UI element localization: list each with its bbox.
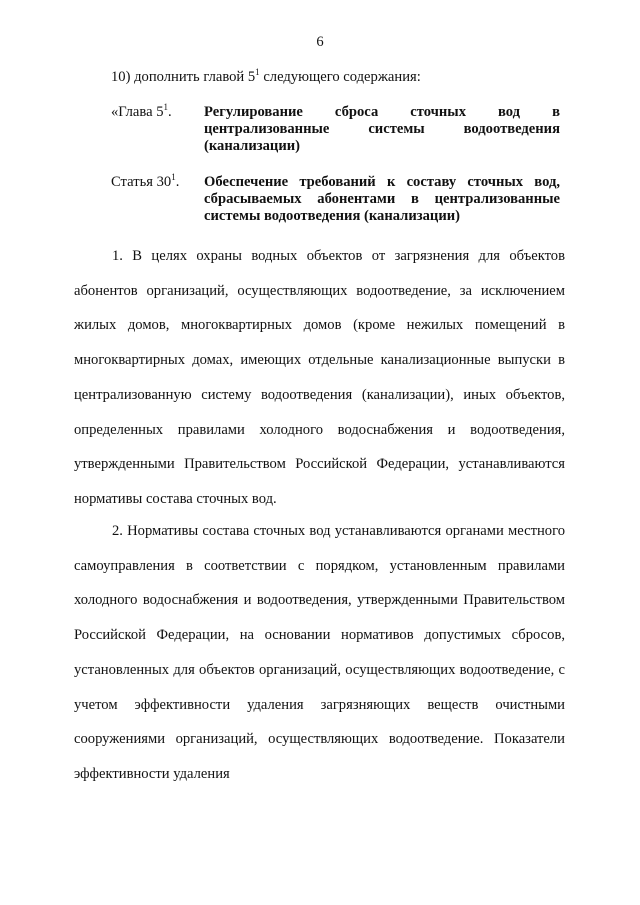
superscript: 1 — [163, 102, 169, 112]
article-heading — [111, 174, 560, 225]
chapter-label-dot: . — [168, 104, 172, 120]
paragraph-2-text: 2. Нормативы состава сточных вод устанавливаются органами местного самоуправления в соответствии с порядком, установленным правилами холодного водоснабжения и водоотведения, утвержденными Правительством Российской Федерации, на основании нормативов допустимых сбросов, установленных для объектов организаций, осуществляющих водоотведение, с учетом эффективности удаления загрязняющих веществ очистными сооружениями организаций, осуществляющих водоотведение. Показатели эффективности удаления — [74, 523, 565, 782]
chapter-label — [111, 104, 204, 155]
amendment-intro — [111, 69, 421, 86]
chapter-title: Регулирование сброса сточных вод в централизованные системы водоотведения (канализации) — [204, 104, 560, 154]
chapter-label-text: «Глава 5 — [111, 104, 164, 120]
page-number: 6 — [316, 34, 324, 50]
article-label-dot: . — [175, 174, 180, 190]
article-label-text: Статья 30 — [111, 174, 172, 190]
paragraph-2 — [74, 514, 565, 792]
superscript: 1 — [255, 67, 260, 77]
paragraph-1-text: 1. В целях охраны водных объектов от загрязнения для объектов абонентов организаций, осуществляющих водоотведение, за исключением жилых домов, многоквартирных домов (кроме нежилых помещений в многоквартирных домах, имеющих отдельные канализационные выпуски в централизованную систему водоотведения (канализации), иных объектов, определенных правилами холодного водоснабжения и водоотведения, утвержденными Правительством Российской Федерации, устанавливаются нормативы состава сточных вод. — [74, 248, 565, 507]
article-label — [111, 174, 204, 225]
intro-text: 10) дополнить главой 5 — [111, 69, 256, 85]
paragraph-1 — [74, 239, 565, 517]
intro-text-end: следующего содержания: — [259, 69, 421, 85]
superscript: 1 — [171, 172, 176, 182]
article-title: Обеспечение требований к составу сточных вод, сбрасываемых абонентами в централизованные системы водоотведения (канализации) — [204, 174, 560, 224]
chapter-heading — [111, 104, 560, 155]
